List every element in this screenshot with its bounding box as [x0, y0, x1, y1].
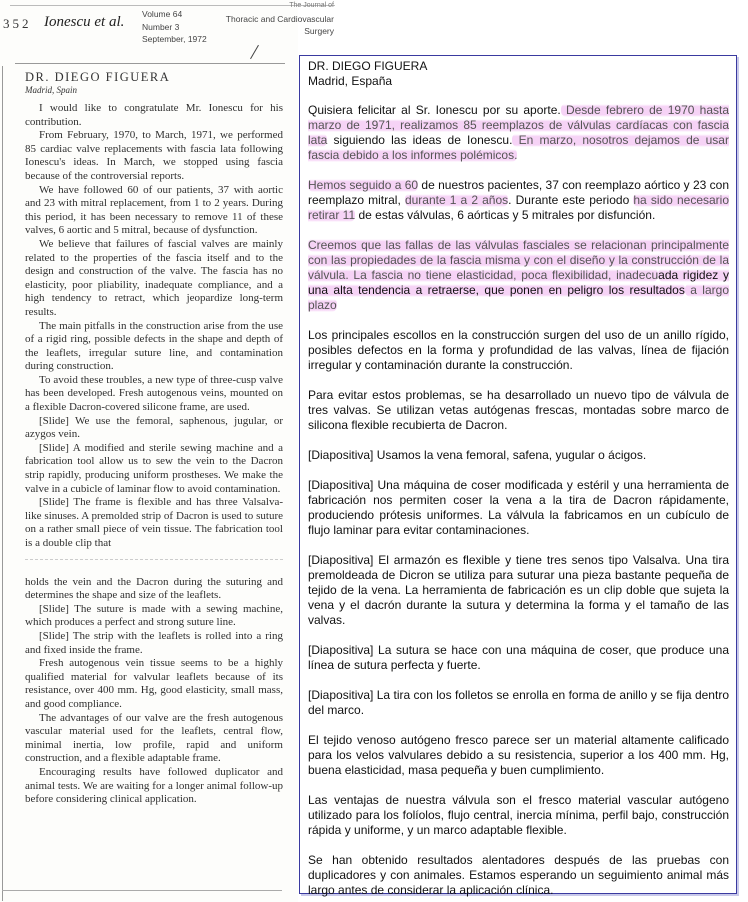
scan-paragraph: [Slide] The suture is made with a sewing machine, which produces a perfect and strong suture line. [25, 602, 283, 629]
volume-info [142, 8, 207, 46]
bottom-rule [2, 890, 282, 891]
text-run: de nuestros pacientes, 37 con reemplazo aórtico y 23 con reemplazo mitral, [308, 178, 729, 207]
scan-paragraph: I would like to congratulate Mr. Ionescu for his contribution. [25, 102, 283, 128]
translation-location: Madrid, España [308, 74, 393, 88]
translation-title: DR. DIEGO FIGUERA [308, 59, 428, 73]
journal-name [216, 0, 334, 38]
journal-line-2: Surgery [304, 26, 334, 36]
translation-paragraph: [Diapositiva] Usamos la vena femoral, safena, yugular o ácigos. [308, 448, 647, 462]
text-run: de estas válvulas, 6 aórticas y 5 mitrales por disfunción. [355, 208, 656, 222]
scan-paragraph: The main pitfalls in the construction arise from the use of a rigid ring, possible defects in the shape and depth of the leaflets, irregular suture line, and contamination during construction. [25, 319, 283, 373]
scan-paragraph: Fresh autogenous vein tissue seems to be a highly qualified material for valvular leaflets because of its resistance, over 400 mm. Hg, good elasticity, small mass, and good compliance. [25, 657, 283, 710]
issue-date: September, 1972 [142, 34, 207, 44]
highlighted-text: En marzo, nosotros dejamos de usar fascia debido a los informes polémicos. [308, 133, 729, 162]
highlighted-text: Desde febrero de 1970 hasta marzo de 1971, realizamos 85 reemplazos de válvulas cardíacas con fascia lata [308, 103, 729, 147]
scan-paragraph: We believe that failures of fascial valves are mainly related to the properties of the fascia itself and to the design and construction of the valve. The fascia has no elasticity, poor pliability, inadequate compliance, and a high tendency to retract, which jeopardize long-term results. [25, 237, 283, 318]
highlighted-text: Hemos seguido a 60 [308, 178, 419, 192]
text-run: Quisiera felicitar al Sr. Ionescu por su aporte. [308, 103, 561, 117]
translation-paragraph: [Diapositiva] La tira con los folletos se enrolla en forma de anillo y se fija dentro del marco. [308, 688, 729, 717]
translation-paragraph: [Diapositiva] El armazón es flexible y tiene tres senos tipo Valsalva. Una tira premoldeada de Dicron se utiliza para suturar una pieza bastante pequeña de tejido de la vena. La herramienta de fabricación es un clip doble que sujeta la vena y el dacrón durante la sutura y determina la forma y el tamaño de las valvas. [308, 553, 729, 627]
translation-paragraph: [Diapositiva] La sutura se hace con una máquina de coser, que produce una línea de sutura perfecta y fuerte. [308, 643, 729, 672]
scan-paragraph: From February, 1970, to March, 1971, we performed 85 cardiac valve replacements with fascia lata following Ionescu's ideas. In March, we stopped using fascia because of the controversial reports. [25, 129, 283, 182]
letter-location: Madrid, Spain [25, 85, 78, 95]
journal-header [0, 0, 340, 70]
translation-paragraph: Se han obtenido resultados alentadores después de las pruebas con duplicadores y con animales. Estamos esperando un seguimiento animal más largo antes de considerar la aplicación clínica. [308, 853, 729, 897]
scanned-journal-page [0, 0, 334, 902]
scan-paragraph: [Slide] The strip with the leaflets is rolled into a ring and fixed inside the frame. [25, 629, 283, 656]
translation-paragraph [308, 103, 729, 163]
text-run: . Durante este periodo [508, 193, 634, 207]
scan-paragraph: The advantages of our valve are the fresh autogenous vascular material used for the leaflets, central flow, minimal inertia, low profile, rapid and uniform construction, and a flexible adaptable frame. [25, 711, 283, 765]
journal-prefix: The Journal of [289, 2, 334, 9]
translation-box [299, 55, 737, 897]
page-number: 352 [3, 16, 32, 31]
text-run: siguiendo las ideas de Ionescu. [327, 133, 513, 147]
column-edge [2, 66, 3, 901]
highlighted-text: ha sido necesario retirar 11 [308, 193, 730, 222]
translation-body [308, 59, 729, 898]
scan-mark [250, 45, 259, 59]
scan-paragraph: [Slide] We use the femoral, saphenous, jugular, or azygos vein. [25, 414, 283, 441]
scan-paragraph: We have followed 60 of our patients, 37 with aortic and 23 with mitral replacement, from 1 to 2 years. During this period, it has been necessary to remove 11 of these valves, 6 aortic and 5 mitral, because of dysfunction. [25, 183, 283, 237]
highlighted-text: durante 1 a 2 años [404, 193, 509, 207]
scan-paragraph: [Slide] The frame is flexible and has three Valsalva-like sinuses. A premolded strip of Dacron is used to suture on a rather small piece of vein tissue. The fabrication tool is a double clip that [25, 496, 283, 549]
translation-paragraph: Para evitar estos problemas, se ha desarrollado un nuevo tipo de válvula de tres valvas. Se utilizan vetas autógenas frescas, montadas sobre marco de silicona flexible recubierta de Dacron. [308, 388, 729, 432]
scanned-letter-body [25, 70, 283, 807]
translation-paragraph [308, 238, 729, 313]
highlighted-text: a largo plazo [308, 283, 729, 312]
header-rule [15, 63, 285, 64]
volume: Volume 64 [142, 9, 183, 19]
translation-paragraph: [Diapositiva] Una máquina de coser modificada y estéril y una herramienta de fabricación nos permiten coser la vena a la tira de Dacron rápidamente, produciendo prótesis uniformes. La válvula la fabricamos en un cubículo de flujo laminar para evitar contaminaciones. [308, 478, 729, 537]
journal-line-1: Thoracic and Cardiovascular [225, 13, 334, 24]
letter-title: DR. DIEGO FIGUERA [25, 70, 171, 84]
scan-paragraph: [Slide] A modified and sterile sewing machine and a fabrication tool allow us to sew the vein to the Dacron strip rapidly, producing uniform prostheses. We make the valve in a cubicle of laminar flow to avoid contamination. [25, 441, 283, 495]
highlighted-text: Creemos que las fallas de las válvulas fasciales se relacionan principalmente con las propiedades de la fascia misma y con el diseño y la construcción de la válvula. La fascia no tiene elasticidad, poca flexibilidad, inadecu [308, 238, 729, 282]
scan-paragraph: holds the vein and the Dacron during the suturing and determines the shape and size of the leaflets. [25, 575, 283, 602]
column-break [25, 559, 283, 570]
translation-paragraph [308, 178, 729, 223]
scan-paragraph: Encouraging results have followed duplicator and animal tests. We are waiting for a longer animal follow-up before considering clinical application. [25, 765, 283, 806]
running-authors: Ionescu et al. [44, 14, 125, 30]
translation-paragraph: Los principales escollos en la construcción surgen del uso de un anillo rígido, posibles defectos en la forma y profundidad de las valvas, línea de fijación irregular y contaminación durante la construcción. [308, 328, 729, 372]
translation-paragraph: El tejido venoso autógeno fresco parece ser un material altamente calificado para los velos valvulares debido a su resistencia, superior a los 400 mm. Hg, buena elasticidad, masa pequeña y buen cumplimiento. [308, 733, 729, 777]
highlighted-text: ada rigidez y una alta tendencia a retraerse, que ponen en peligro los resultados [308, 268, 729, 297]
translation-paragraph: Las ventajas de nuestra válvula son el fresco material vascular autógeno utilizado para los folíolos, flujo central, inercia mínima, perfil bajo, construcción rápida y uniforme, y un marco adaptable flexible. [308, 793, 729, 837]
issue-number: Number 3 [142, 21, 180, 32]
scan-paragraph: To avoid these troubles, a new type of three-cusp valve has been developed. Fresh autogenous veins, mounted on a flexible Dacron-covered silicone frame, are used. [25, 373, 283, 414]
